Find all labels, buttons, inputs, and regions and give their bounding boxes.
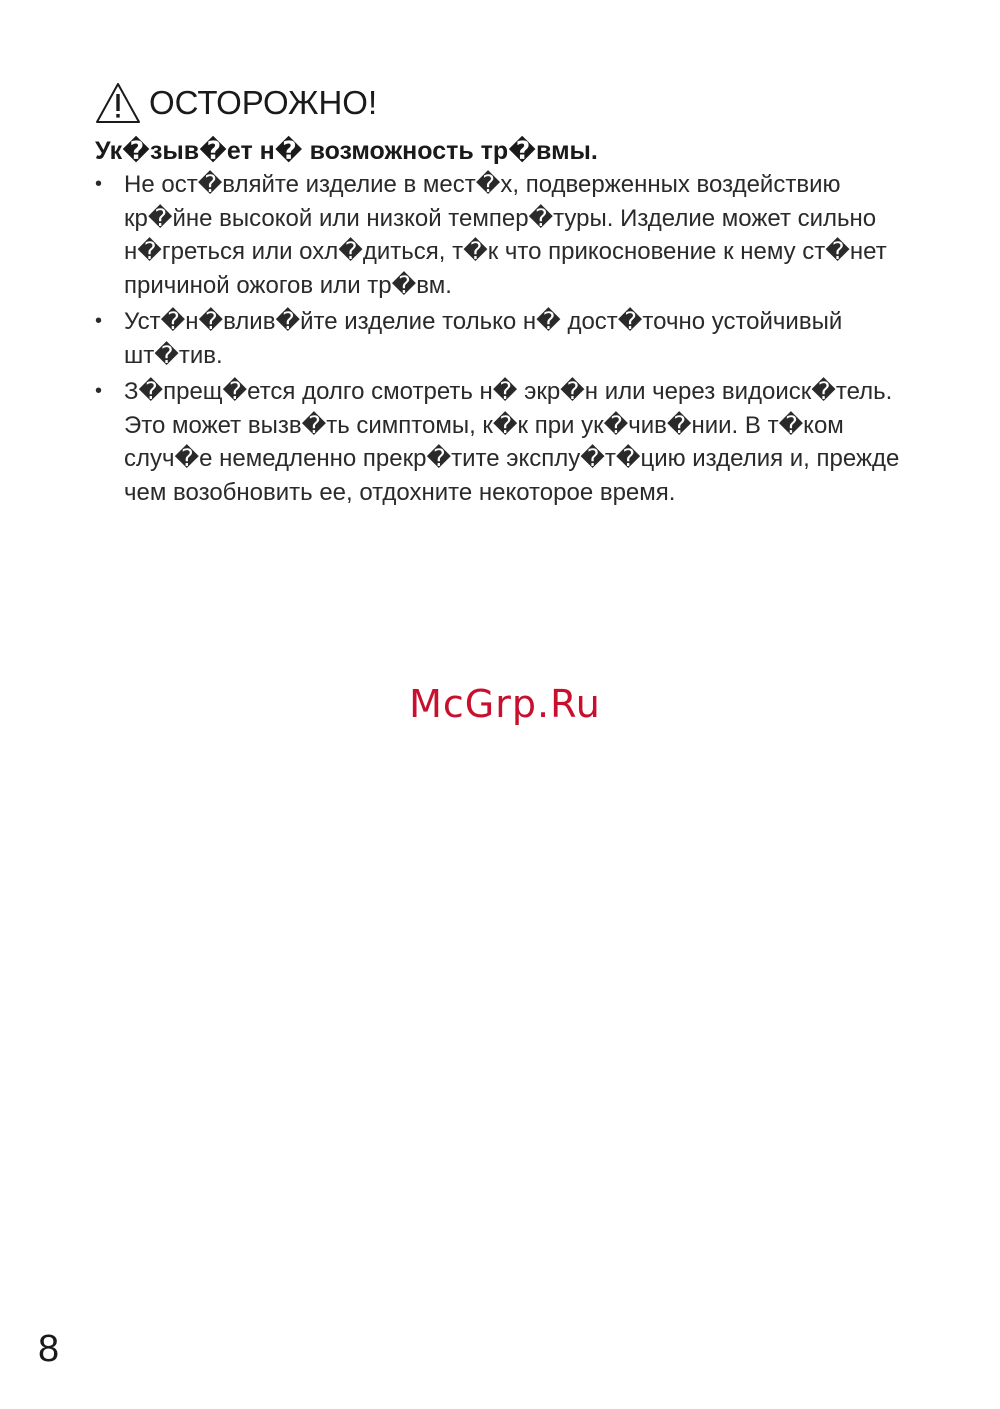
bullet-icon: • — [95, 380, 103, 402]
list-item-text: З�прещ�ется долго смотреть н� экр�н или через видоиск�тель. Это может вызв�ть симптомы, к�к при ук�чив�нии. В т�ком случ�е немедленно прекр�тите эксплу�т�цию изделия и, прежде чем возобновить ее, отдохните некоторое время. — [124, 378, 900, 506]
warning-heading — [95, 82, 377, 124]
list-item — [95, 305, 915, 372]
page-number: 8 — [38, 1328, 60, 1370]
list-item — [95, 168, 915, 302]
warning-subtitle: Ук�зыв�ет н� возможность тр�вмы. — [95, 137, 598, 165]
watermark: McGrp.Ru — [409, 682, 601, 726]
list-item — [95, 375, 915, 509]
list-item-text: Не ост�вляйте изделие в мест�х, подверженных воздействию кр�йне высокой или низкой темпер�туры. Изделие может сильно н�греться или охл�диться, т�к что прикосновение к нему ст�нет причиной ожогов или тр�вм. — [124, 171, 887, 299]
bullet-icon: • — [95, 173, 103, 195]
warning-triangle-icon — [95, 82, 141, 124]
warning-list — [95, 168, 915, 512]
list-item-text: Уст�н�влив�йте изделие только н� дост�точно устойчивый шт�тив. — [124, 308, 843, 369]
bullet-icon: • — [95, 310, 103, 332]
warning-title: ОСТОРОЖНО! — [149, 84, 378, 121]
